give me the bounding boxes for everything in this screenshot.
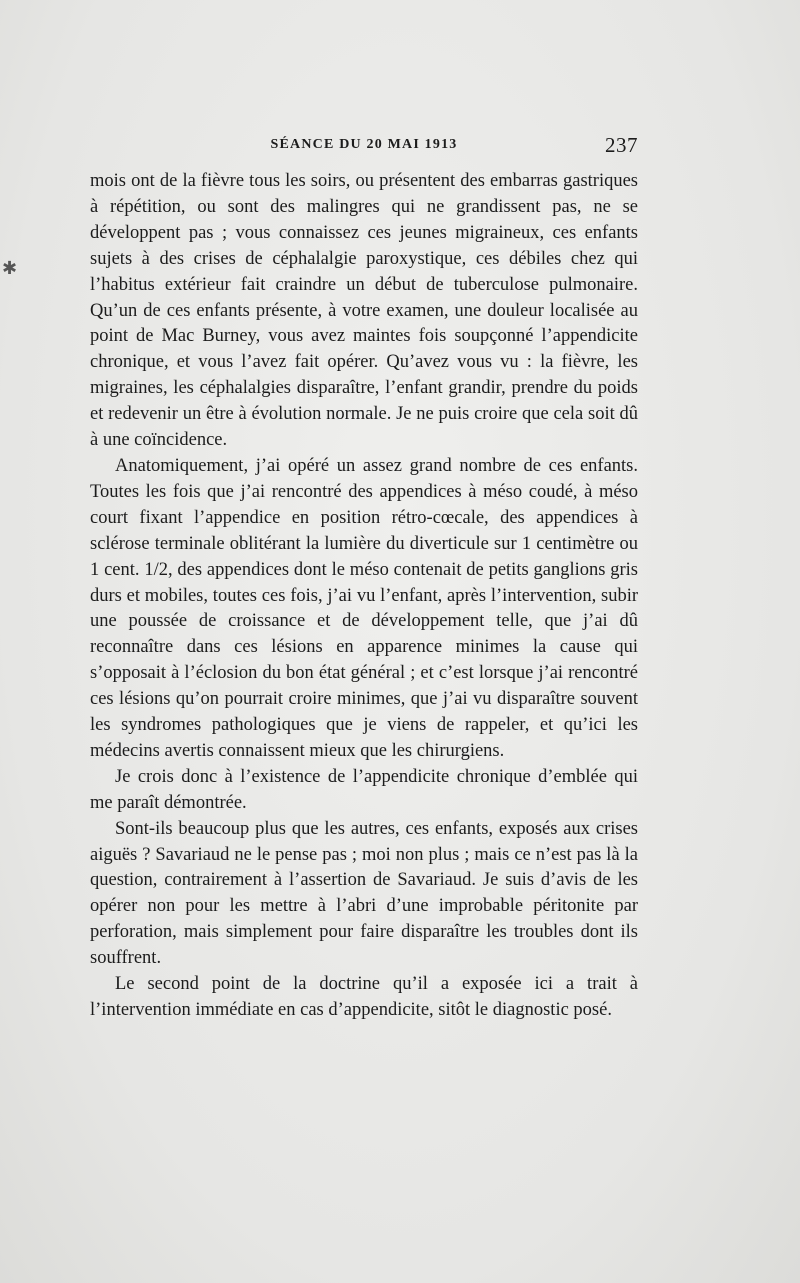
margin-mark: ✱	[2, 258, 18, 278]
paragraph-2: Anatomiquement, j’ai opéré un assez grand nombre de ces enfants. Toutes les fois que j’ai rencontré des appendices à méso coudé, à méso court fixant l’appendice en position rétro-cœcale, des appendices à sclérose terminale oblitérant la lumière du diverticule sur 1 centimètre ou 1 cent. 1/2, des appendices dont le méso contenait de petits ganglions gris durs et mobiles, toutes ces fois, j’ai vu l’enfant, après l’intervention, subir une poussée de croissance et de développement telle, que j’ai dû reconnaître dans ces lésions en apparence minimes la cause qui s’opposait à l’éclosion du bon état général ; et c’est lorsque j’ai rencontré ces lésions qu’on pourrait croire minimes, que j’ai vu disparaître souvent les syndromes pathologiques que je viens de rappeler, et qu’ici les médecins avertis connaissent mieux que les chirurgiens.	[90, 455, 638, 761]
paragraph-5: Le second point de la doctrine qu’il a exposée ici a trait à l’intervention immédiate en cas d’appendicite, sitôt le diagnostic posé.	[90, 974, 638, 1020]
running-title: SÉANCE DU 20 MAI 1913	[270, 137, 458, 152]
body-text	[90, 169, 638, 1024]
page-header	[90, 133, 638, 163]
paragraph-3: Je crois donc à l’existence de l’appendicite chronique d’emblée qui me paraît démontrée.	[90, 766, 638, 813]
page-number: 237	[605, 133, 638, 157]
paragraph-4: Sont-ils beaucoup plus que les autres, ces enfants, exposés aux crises aiguës ? Savariaud ne le pense pas ; moi non plus ; mais ce n’est pas là la question, contrairement à l’assertion de Savariaud. Je suis d’avis de les opérer non pour les mettre à l’abri d’une improbable péritonite par perforation, mais simplement pour faire disparaître les troubles dont ils souffrent.	[90, 818, 638, 969]
paragraph-1: mois ont de la fièvre tous les soirs, ou présentent des embarras gastriques à répétition, ou sont des malingres qui ne grandissent pas, ne se développent pas ; vous connaissez ces jeunes migraineux, ces enfants sujets à des crises de céphalalgie paroxystique, ces débiles chez qui l’habitus extérieur fait craindre un début de tuberculose pulmonaire. Qu’un de ces enfants présente, à votre examen, une douleur localisée au point de Mac Burney, vous avez maintes fois soupçonné l’appendicite chronique, et vous l’avez fait opérer. Qu’avez vous vu : la fièvre, les migraines, les céphalalgies disparaître, l’enfant grandir, prendre du poids et redevenir un être à évolution normale. Je ne puis croire que cela soit dû à une coïncidence.	[90, 171, 638, 451]
